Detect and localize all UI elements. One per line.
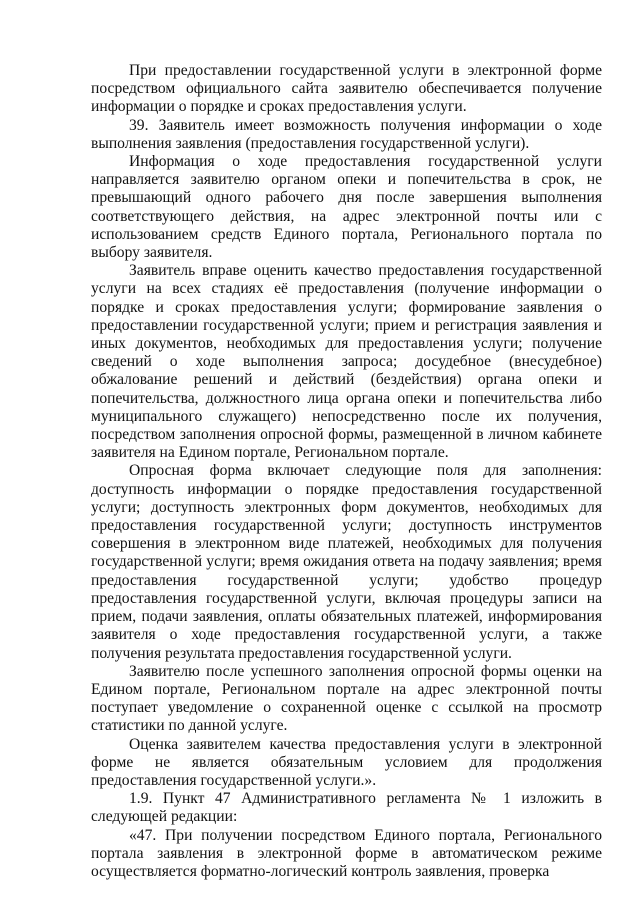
- paragraph-quality-assessment: Заявитель вправе оценить качество предоставления государственной услуги на всех стадиях её предоставления (получение информации о порядке и сроках предоставления услуги; формирование заявления о предоставлении государственной услуги; прием и регистрация заявления и иных документов, необходимых для предоставления услуги; получение сведений о ходе выполнения запроса; досудебное (внесудебное) обжалование решений и действий (бездействия) органа опеки и попечительства, должностного лица органа опеки и попечительства либо муниципального служащего) непосредственно после их получения, посредством заполнения опросной формы, размещенной в личном кабинете заявителя на Едином портале, Региональном портале.: [91, 262, 602, 462]
- paragraph-progress-information: Информация о ходе предоставления государственной услуги направляется заявителю органом опеки и попечительства в срок, не превышающий одного рабочего дня после завершения выполнения соответствующего действия, на адрес электронной почты или с использованием средств Единого портала, Регионального портала по выбору заявителя.: [91, 153, 602, 262]
- paragraph-item-1-9: 1.9. Пункт 47 Административного регламента № 1 изложить в следующей редакции:: [91, 790, 602, 826]
- paragraph-survey-form-fields: Опросная форма включает следующие поля для заполнения: доступность информации о порядке предоставления государственной услуги; доступность электронных форм документов, необходимых для предоставления государственной услуги; доступность инструментов совершения в электронном виде платежей, необходимых для получения государственной услуги; время ожидания ответа на подачу заявления; время предоставления государственной услуги; удобство процедур предоставления государственной услуги, включая процедуры записи на прием, подачи заявления, оплаты обязательных платежей, информирования заявителя о ходе предоставления государственной услуги, а также получения результата предоставления государственной услуги.: [91, 462, 602, 662]
- paragraph-electronic-form-info: При предоставлении государственной услуги в электронной форме посредством официального сайта заявителю обеспечивается получение информации о порядке и сроках предоставления услуги.: [91, 62, 602, 116]
- document-body: [91, 62, 602, 881]
- paragraph-assessment-optional: Оценка заявителем качества предоставления услуги в электронной форме не является обязательным условием для продолжения предоставления государственной услуги.».: [91, 735, 602, 789]
- paragraph-item-47: «47. При получении посредством Единого портала, Регионального портала заявления в электронной форме в автоматическом режиме осуществляется форматно-логический контроль заявления, проверка: [91, 826, 602, 880]
- paragraph-notification: Заявителю после успешного заполнения опросной формы оценки на Едином портале, Региональном портале на адрес электронной почты поступает уведомление о сохраненной оценке с ссылкой на просмотр статистики по данной услуге.: [91, 662, 602, 735]
- paragraph-item-39: 39. Заявитель имеет возможность получения информации о ходе выполнения заявления (предоставления государственной услуги).: [91, 116, 602, 152]
